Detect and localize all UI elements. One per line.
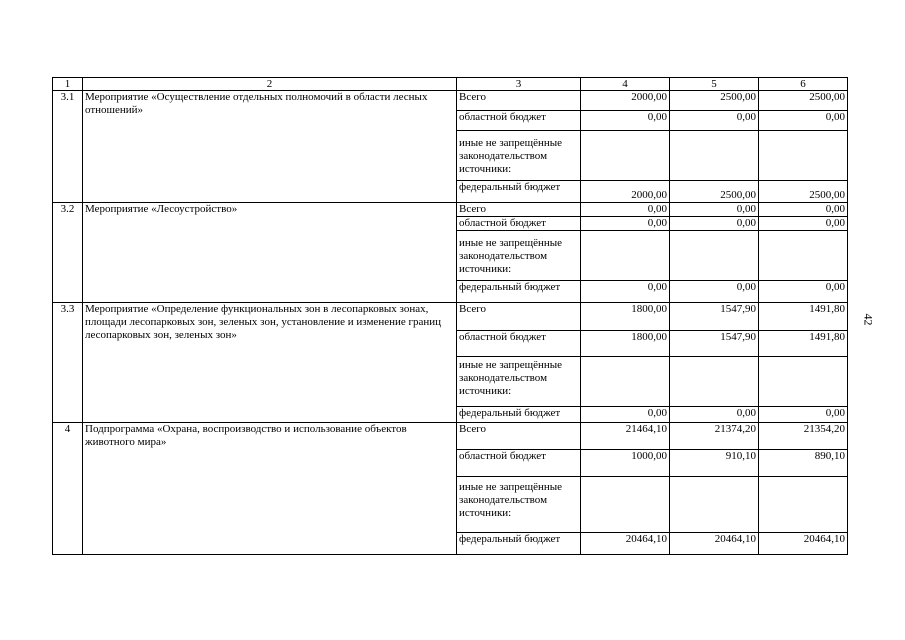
value-cell: 1491,80 <box>759 303 848 331</box>
empty-cell <box>581 477 670 533</box>
value-cell: 1800,00 <box>581 331 670 357</box>
value-cell: 21464,10 <box>581 423 670 450</box>
source-other-label: иные не запрещённые законодательством источники: <box>457 231 581 281</box>
row-number: 3.2 <box>53 203 83 303</box>
source-regional-label: областной бюджет <box>457 111 581 131</box>
header-row <box>53 78 848 91</box>
value-cell: 1547,90 <box>670 331 759 357</box>
value-cell: 910,10 <box>670 450 759 477</box>
empty-cell <box>581 231 670 281</box>
value-cell: 0,00 <box>670 281 759 303</box>
empty-cell <box>759 357 848 407</box>
value-cell: 1800,00 <box>581 303 670 331</box>
header-cell: 6 <box>759 78 848 91</box>
value-cell: 20464,10 <box>670 533 759 555</box>
header-cell: 5 <box>670 78 759 91</box>
row-number: 3.3 <box>53 303 83 423</box>
empty-cell <box>670 231 759 281</box>
value-cell: 20464,10 <box>759 533 848 555</box>
header-cell: 3 <box>457 78 581 91</box>
source-total-label: Всего <box>457 303 581 331</box>
value-cell: 0,00 <box>670 111 759 131</box>
value-cell: 1000,00 <box>581 450 670 477</box>
row-number: 3.1 <box>53 91 83 203</box>
source-federal-label: федеральный бюджет <box>457 533 581 555</box>
value-cell: 20464,10 <box>581 533 670 555</box>
header-cell: 1 <box>53 78 83 91</box>
value-cell: 21354,20 <box>759 423 848 450</box>
source-regional-label: областной бюджет <box>457 217 581 231</box>
value-cell: 0,00 <box>759 407 848 423</box>
row-title: Мероприятие «Осуществление отдельных полномочий в области лесных отношений» <box>83 91 457 203</box>
value-cell: 0,00 <box>581 111 670 131</box>
source-total-label: Всего <box>457 91 581 111</box>
empty-cell <box>759 131 848 181</box>
source-federal-label: федеральный бюджет <box>457 281 581 303</box>
source-regional-label: областной бюджет <box>457 450 581 477</box>
source-regional-label: областной бюджет <box>457 331 581 357</box>
value-cell: 0,00 <box>581 281 670 303</box>
empty-cell <box>670 477 759 533</box>
value-cell: 1491,80 <box>759 331 848 357</box>
source-other-label: иные не запрещённые законодательством источники: <box>457 477 581 533</box>
source-federal-label: федеральный бюджет <box>457 407 581 423</box>
value-cell: 0,00 <box>670 407 759 423</box>
table-row <box>53 203 848 217</box>
source-total-label: Всего <box>457 423 581 450</box>
value-cell: 0,00 <box>670 203 759 217</box>
source-other-label: иные не запрещённые законодательством источники: <box>457 131 581 181</box>
table-row <box>53 91 848 111</box>
value-cell: 0,00 <box>759 217 848 231</box>
table-row <box>53 423 848 450</box>
value-cell: 0,00 <box>581 217 670 231</box>
source-other-label: иные не запрещённые законодательством источники: <box>457 357 581 407</box>
value-cell: 0,00 <box>581 407 670 423</box>
empty-cell <box>670 357 759 407</box>
value-cell: 1547,90 <box>670 303 759 331</box>
value-cell: 2500,00 <box>759 91 848 111</box>
value-cell: 0,00 <box>581 203 670 217</box>
value-cell: 2500,00 <box>670 91 759 111</box>
header-cell: 2 <box>83 78 457 91</box>
value-cell: 0,00 <box>759 111 848 131</box>
budget-table <box>52 77 848 555</box>
value-cell: 0,00 <box>670 217 759 231</box>
row-title: Мероприятие «Лесоустройство» <box>83 203 457 303</box>
source-total-label: Всего <box>457 203 581 217</box>
empty-cell <box>759 231 848 281</box>
row-title: Подпрограмма «Охрана, воспроизводство и использование объектов животного мира» <box>83 423 457 555</box>
value-cell: 2500,00 <box>759 181 848 203</box>
table-row <box>53 303 848 331</box>
source-federal-label: федеральный бюджет <box>457 181 581 203</box>
value-cell: 890,10 <box>759 450 848 477</box>
empty-cell <box>581 131 670 181</box>
value-cell: 2000,00 <box>581 91 670 111</box>
page-number: 42 <box>861 313 876 326</box>
row-number: 4 <box>53 423 83 555</box>
value-cell: 0,00 <box>759 203 848 217</box>
value-cell: 2500,00 <box>670 181 759 203</box>
value-cell: 21374,20 <box>670 423 759 450</box>
empty-cell <box>670 131 759 181</box>
value-cell: 2000,00 <box>581 181 670 203</box>
empty-cell <box>581 357 670 407</box>
row-title: Мероприятие «Определение функциональных зон в лесопарковых зонах, площади лесопарковых зон, зеленых зон, установление и изменение границ лесопарковых зон, зеленых зон» <box>83 303 457 423</box>
header-cell: 4 <box>581 78 670 91</box>
value-cell: 0,00 <box>759 281 848 303</box>
empty-cell <box>759 477 848 533</box>
